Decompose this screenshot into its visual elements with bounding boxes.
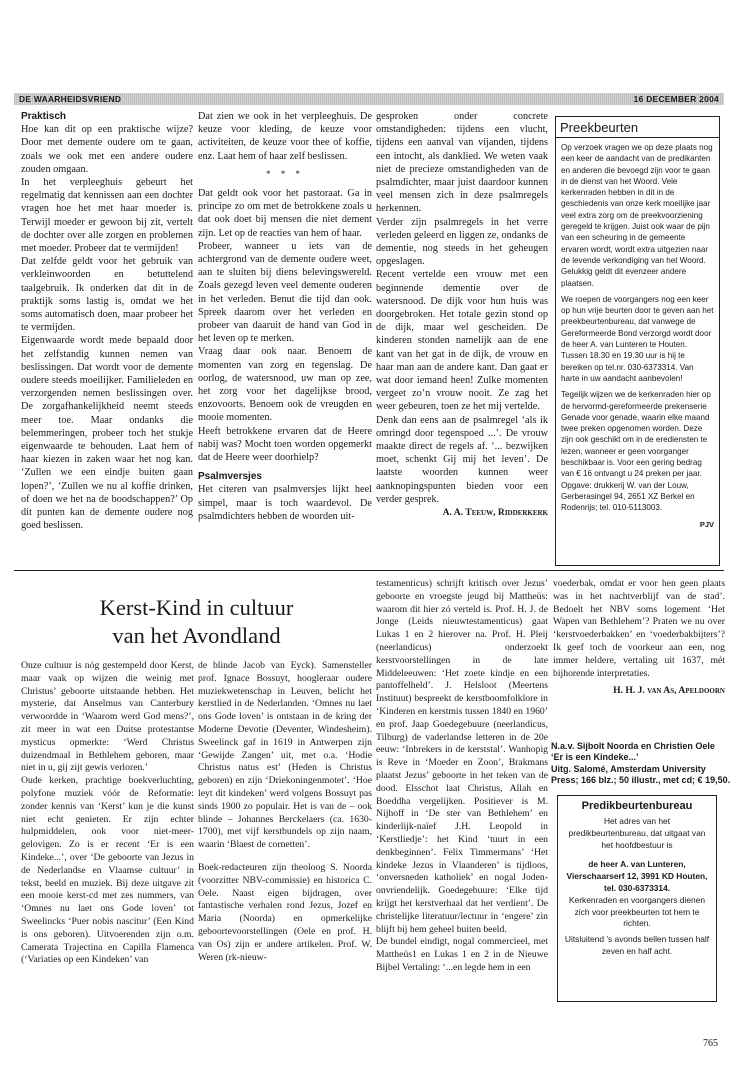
subhead-psalmversjes: Psalmversjes (198, 471, 262, 483)
paragraph: Het citeren van psalmversjes lijkt heel simpel, maar is toch waardevol. De psalmdichters hebben de woorden uit- (198, 484, 372, 522)
paragraph: Probeer, wanneer u iets van de achtergrond van de demente oudere weet, aan te sluiten bij diens belevingswereld. Zoals gezegd leven veel demente ouderen in het verleden. Benut die tijd dan ook. Spreek daarom over het verleden en probeer van daaruit de hand van God in het leven op te merken. (198, 240, 372, 345)
top-article-column-3 (376, 110, 548, 519)
subhead-praktisch: Praktisch (21, 111, 67, 122)
issue-date: 16 DECEMBER 2004 (633, 94, 719, 104)
paragraph: Op verzoek vragen we op deze plaats nog een keer de aandacht van de predikanten en anderen die bevoegd zijn voor te gaan in de dienst van het Woord. Vele kerkenraden hebben in dit in de geschiedenis van onze kerk moeilijke jaar veel extra zorg om de preekvoorziening geregeld te krijgen. Juist ook waar de pijn van een scheuring in de gemeente ervaren wordt, wordt extra uitgezien naar de levende verkondiging van het Woord. Gelukkig geldt dit evenzeer andere plaatsen. (561, 143, 713, 288)
paragraph: Oude kerken, prachtige boekverluchting, polyfone muziek vóór de Reformatie: zonder kennis van ‘Kerst’ kun je die kunst niet echt genieten. Er zijn echter hulpmiddelen, ook voor niet-meer-gelovigen. Zo is er recent ‘Er is een Kindeke...’, over ‘De geboorte van Jezus in de Nederlandse en Vlaamse cultuur’ in tekst, beeld en muziek. Bij deze uitgave zit een mooie kerst-cd met zes nummers, van ‘Omnes nu laet ons Gode loven’ tot Sweelincks ‘Puer nobis nascitur’ (Een Kind is ons geboren). Uitvoerenden zijn o.m. Camerata Trajectina en Capilla Flamenca (‘Variaties op een Kindeken’ van (21, 775, 194, 966)
section-divider-stars: * * * (266, 168, 304, 179)
paragraph: Boek-redacteuren zijn theoloog S. Noorda (voorzitter NBV-commissie) en historica C. Oele. Naast eigen bijdragen, over fantastische verhalen rond Jezus, Jozef en Maria (Noorda) en opmerkelijke geboortevoorstellingen (Oele en prof. H. van Os) zijn er andere artikelen. Prof. W. Weren (rk-nieuw- (198, 861, 372, 963)
title-line-2: van het Avondland (112, 623, 281, 648)
book-publisher: Uitg. Salomé, Amsterdam University Press; 166 blz.; 50 illustr., met cd; € 19,50. (551, 763, 731, 786)
preekbeurten-body (556, 142, 719, 530)
bureau-title: Predikbeurtenbureau (581, 800, 693, 812)
article-title (14, 594, 379, 650)
preekbeurten-title: Preekbeurten (556, 117, 719, 138)
paragraph: De bundel eindigt, nogal commercieel, met Mattheüs1 en Lukas 1 en 2 in de Nieuwe Bijbel Vertaling: ‘...en legde hem in een (376, 936, 548, 973)
paragraph: Dat geldt ook voor het pastoraat. Ga in principe zo om met de betrokkene zoals u dat ook doet bij mensen die niet dement zijn. Let op de reacties van hem of haar. (198, 188, 372, 239)
top-article-column-1 (21, 110, 193, 533)
title-line-1: Kerst-Kind in cultuur (99, 595, 294, 620)
preekbeurten-box (555, 116, 720, 566)
kerst-article-column-3 (376, 578, 548, 975)
paragraph: voederbak, omdat er voor hen geen plaats was in het nachtverblijf van de stad’. Bedoelt het NBV soms logement ‘Het Wapen van Bethlehem’? Praten we nu over ‘kerstvoederbakken’ en ‘voederbakbijters’? Ik geef toch de voorkeur aan een, nog immer heldere, vertaling uit 1637, mét bijhorende interpretaties. (553, 578, 725, 679)
paragraph: gesproken onder concrete omstandigheden: tijdens een vlucht, tijdens een aanval van vijanden, tijdens een intocht, als danklied. We weten vaak niet de precieze omstandigheden van de psalmdichter, maar juist daardoor kunnen veel mensen zich in deze psalmregels herkennen. (376, 111, 548, 215)
author-signature: H. H. J. van As, Apeldoorn (613, 685, 725, 697)
paragraph: de blinde Jacob van Eyck). Samensteller prof. Ignace Bossuyt, hoogleraar oudere muziekwetenschap in Leuven, belicht het kerstlied in de Nederlanden. ‘Omnes nu laet ons Gode loven’ is ontstaan in de kring der Moderne Devotie (Deventer, Windesheim). Sweelinck gaf in 1619 in Antwerpen zijn ‘Gewijde Zangen’ uit, met o.a. ‘Hodie Christus natus est’ (Heden is Christus geboren) en zijn ‘Driekoningenmotet’. ‘Hoe leyt dit kindeken’ werd volgens Bossuyt pas sinds 1900 zo populair. Het is van de – ook blinde – Johannes Berckelaers (ca. 1630-1700), met vijf kerstbundels op zijn naam, waarin ‘Blaest de cornetten’. (198, 660, 372, 851)
paragraph: In het verpleeghuis gebeurt het regelmatig dat kennissen aan een dochter vragen hoe het met haar moeder is. Terwijl moeder er gewoon bij zit, vertelt de dochter over alle zorgen en problemen met moeder. Probeer dat te vermijden! (21, 177, 193, 255)
kerst-article-column-4 (553, 578, 725, 698)
paragraph: Vraag daar ook naar. Benoem de momenten van zorg en tegenslag. De oorlog, de watersnood, uw man op zee, het zorg voor het dagelijkse brood, enzovoorts. Benoem ook de vreugden en mooie momenten. (198, 346, 372, 424)
section-divider-line (14, 570, 724, 571)
paragraph: Recent vertelde een vrouw met een beginnende dementie over de watersnood. De dijk voor hun huis was doorgebroken. Het totale gezin stond op de dijk, maar wel gescheiden. De kinderen stonden namelijk aan de ene kant van het gat in de dijk, de vrouw en haar man aan de andere kant. Dan gaat er wat door iemand heen! Zulke momenten vergeet zo’n vrouw nooit. Ze zag het weer gebeuren, toen ze het mij vertelde. (376, 269, 548, 413)
paragraph: Verder zijn psalmregels in het verre verleden geleerd en liggen ze, ondanks de dementie, nog steeds in het geheugen opgeslagen. (376, 216, 548, 268)
bureau-instruction: Kerkenraden en voorgangers dienen zich voor preekbeurten tot hem te richten. (569, 894, 705, 929)
top-article-column-2 (198, 110, 372, 523)
kerst-article-column-1 (21, 660, 194, 967)
kerst-article-column-2 (198, 660, 372, 964)
paragraph: testamenticus) schrijft kritisch over Jezus’ geboorte en vroegste jeugd bij Mattheüs: waarom dit hier zó verteld is. Prof. H. J. de Jonge (Leids nieuwtestamenticus) gaat Lukas 1 en 2 hierover na. Prof. H. Pleij (neerlandicus) onderzoekt kerstvoorstellingen in de late Middeleeuwen: ‘Het zoete kindje en een pantoffelheld’. J. Helsloot (Meertens Instituut) bespreekt de kerstboomfolklore in ‘Kinderen en kerstmis tussen 1840 en 1960’ en prof. Jaap Goedegebuure (neerlandicus, Tilburg) de vaderlandse letteren in de 20e eeuw: ‘Inbrekers in de kerststal’. Wanhopig is Reve in ‘Moeder en Zoon’, Brakmans plaatst Jezus’ geboorte in het teken van de dood. Elsschot laat Christus, Allah en Boeddha vergelijken. Positiever is M. Nijhoff in ‘De ster van Bethlehem’ en kinderlijk-naïef J.H. Leopold in ‘Kerstliedje’: het Kind ‘tuurt in een denkbeginnen’. Felix Timmermans’ ‘Het kindeke Jezus in Vlaanderen’ is tijdloos, ‘onversneden katholiek’ en nogal Joden-onvriendelijk. Goedegebuure: ‘Elke tijd krijgt het kerstverhaal dat het verdient’. De christelijke literatuur/lectuur in ‘engere’ zin blijft bij hem geheel buiten beeld. (376, 578, 548, 935)
running-header (14, 93, 724, 105)
bureau-call-times: Uitsluitend ’s avonds bellen tussen half zeven en half acht. (564, 934, 710, 956)
paragraph: Heeft betrokkene ervaren dat de Heere nabij was? Mocht toen worden opgemerkt dat de Heere weer doorhielp? (198, 425, 372, 464)
paragraph: Tegelijk wijzen we de kerkenraden hier op de hervormd-gereformeerde prekenserie Genade voor genade, waarin elke maand twee preken opgenomen worden. Deze zijn ook geschikt om in de erediensten te lezen, wanneer er geen voorganger beschikbaar is. Voor een gering bedrag van € 16 ontvangt u 24 preken per jaar. Opgave: drukkerij W. van der Louw, Gerberasingel 94, 2651 XZ Berkel en Rodenrijs; tel. 010-5113003. (561, 390, 711, 513)
paragraph: Hoe kan dit op een praktische wijze? Door met demente oudere om te gaan, zoals we ook met een andere oudere zouden omgaan. (21, 124, 193, 175)
book-info (551, 741, 731, 787)
paragraph: Denk dan eens aan de psalmregel ‘als ik omringd door tegenspoed ...’. De vrouw maakte direct de regels af. ‘... bezwijken moet, schenkt Gij mij het leven’. De laatste woorden kunnen weer aanknopingspunten bieden voor een verder gesprek. (376, 414, 548, 505)
book-title: ‘Er is een Kindeke...’ (551, 752, 639, 763)
paragraph: Eigenwaarde wordt mede bepaald door het zelfstandig kunnen nemen van beslissingen. Dat wordt voor de demente oudere steeds moeilijker. Familieleden en verzorgenden nemen beslissingen over. De zorgafhankelijkheid neemt steeds meer toe. Maar ondanks die belemmeringen, probeer toch het stukje eigenwaarde te behouden. Laat hem of haar kiezen in zaken waar het nog kan. ‘Zullen we een eindje buiten gaan lopen?’, ‘Zullen we nu al koffie drinken, of doen we het na de boodschappen?’ Op dit punten kan de demente oudere nog goed beslissen. (21, 335, 193, 532)
page-number: 765 (703, 1038, 718, 1049)
publication-name: DE WAARHEIDSVRIEND (19, 94, 122, 104)
paragraph: We roepen de voorgangers nog een keer op hun vrije beurten door te geven aan het preekbeurtenbureau, dat vanwege de Gereformeerde Bond verzorgd wordt door de heer A. van Lunteren te Houten. Tussen 18.30 en 19.30 uur is hij te bereiken op tel.nr. 030-6373314. Van harte in uw aandacht aanbevolen! (561, 294, 714, 383)
paragraph: Dat zelfde geldt voor het gebruik van verkleinwoorden en betuttelend taalgebruik. Ik onderken dat dit in de praktijk soms lastig is, omdat we het soms automatisch doen, maar probeer het te vermijden. (21, 256, 193, 334)
bureau-phone: tel. 030-6373314. (603, 882, 671, 893)
book-authors: N.a.v. Sijbolt Noorda en Christien Oele (551, 741, 715, 751)
author-signature: A. A. Teeuw, Ridderkerk (442, 507, 548, 519)
paragraph: Onze cultuur is nóg gestempeld door Kerst, maar vaak op wijzen die weinig met Christus’ geboorte uitstaande hebben. Het mysterie, dat Anselmus van Canterbury verwoordde in ‘Waarom werd God mens?’, zit meer in wat een Duitse protestantse mysticus opmerkte: ‘Werd Christus duizendmaal in Bethlehem geboren, maar niet in u, gij zijt gewis verloren.’ (21, 660, 194, 774)
bureau-address: de heer A. van Lunteren, Vierschaarserf 12, 3991 KD Houten, (566, 859, 708, 882)
bureau-intro: Het adres van het predikbeurtenbureau, dat uitgaat van het hoofdbestuur is (568, 816, 706, 850)
box-signature: PJV (699, 519, 714, 529)
predikbeurtenbureau-box (557, 795, 717, 1002)
paragraph: Dat zien we ook in het verpleeghuis. De keuze voor kleding, de keuze voor activiteiten, de keuze voor thee of koffie, enz. Laat hem of haar zelf beslissen. (198, 111, 372, 162)
